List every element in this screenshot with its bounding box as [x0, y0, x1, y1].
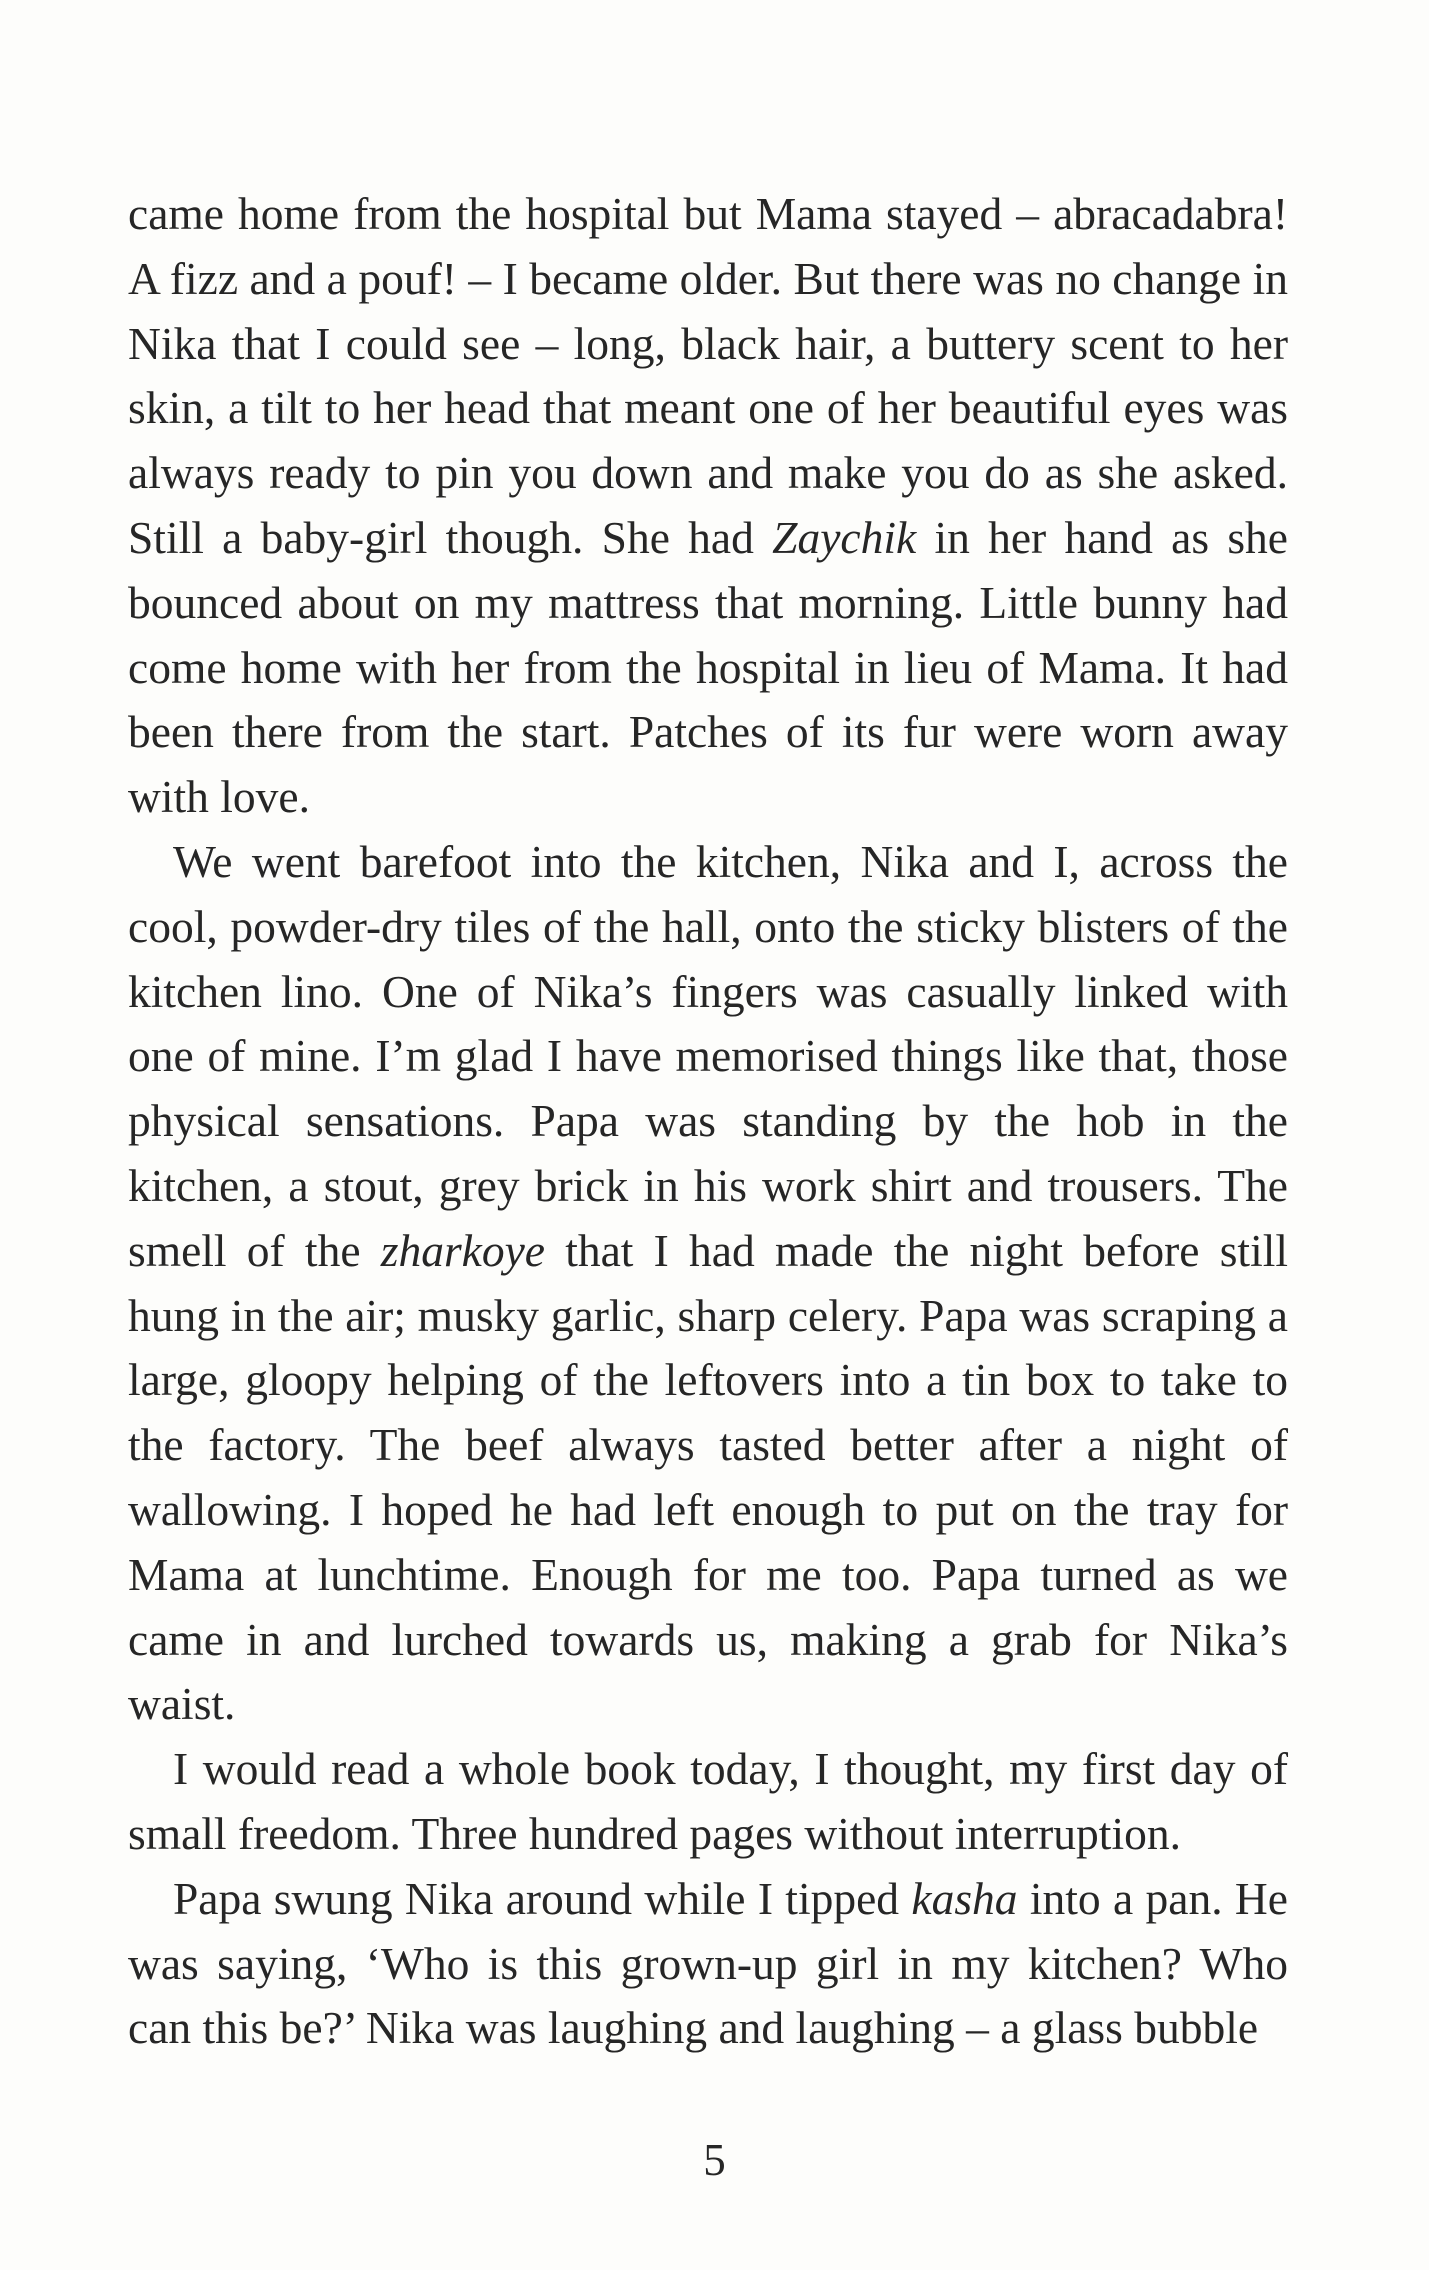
text-run: came home from the hospital but Mama stayed – abracadabra! A fizz and a pouf! – I became older. But there was no change in Nika that I could see – long, black hair, a buttery scent to her skin, a tilt to her head that meant one of her beautiful eyes was always ready to pin you down and make you do as she asked. Still a baby-girl though. She had — [128, 188, 1288, 563]
text-run: in her hand as she bounced about on my mattress that morning. Little bunny had come home with her from the hospital in lieu of Mama. It had been there from the start. Patches of its fur were worn away with love. — [128, 511, 1288, 823]
italic-word-zaychik: Zaychik — [772, 511, 917, 563]
paragraph-1 — [128, 182, 1288, 830]
text-run: into a pan. He was saying, ‘Who is this grown-up girl in my kitchen? Who can this be?’ Nika was laughing and laughing – a glass bubble — [128, 1872, 1288, 2054]
text-run: We went barefoot into the kitchen, Nika and I, across the cool, powder-dry tiles of the hall, onto the sticky blisters of the kitchen lino. One of Nika’s fingers was casually linked with one of mine. I’m glad I have memorised things like that, those physical sensations. Papa was standing by the hob in the kitchen, a stout, grey brick in his work shirt and trousers. The smell of the — [128, 835, 1288, 1276]
text-run: Papa swung Nika around while I tipped — [173, 1872, 912, 1924]
italic-word-zharkoye: zharkoye — [380, 1224, 545, 1276]
paragraph-3 — [128, 1737, 1288, 1867]
text-run: that I had made the night before still hung in the air; musky garlic, sharp celery. Papa was scraping a large, gloopy helping of the leftovers into a tin box to take to the factory. The beef always tasted better after a night of wallowing. I hoped he had left enough to put on the tray for Mama at lunchtime. Enough for me too. Papa turned as we came in and lurched towards us, making a grab for Nika’s waist. — [128, 1224, 1288, 1730]
text-run: I would read a whole book today, I thought, my first day of small freedom. Three hundred pages without interruption. — [128, 1743, 1288, 1859]
italic-word-kasha: kasha — [911, 1872, 1018, 1924]
paragraph-2 — [128, 830, 1288, 1737]
page-number: 5 — [703, 2135, 726, 2185]
paragraph-4 — [128, 1867, 1288, 2061]
body-text — [128, 182, 1288, 2061]
